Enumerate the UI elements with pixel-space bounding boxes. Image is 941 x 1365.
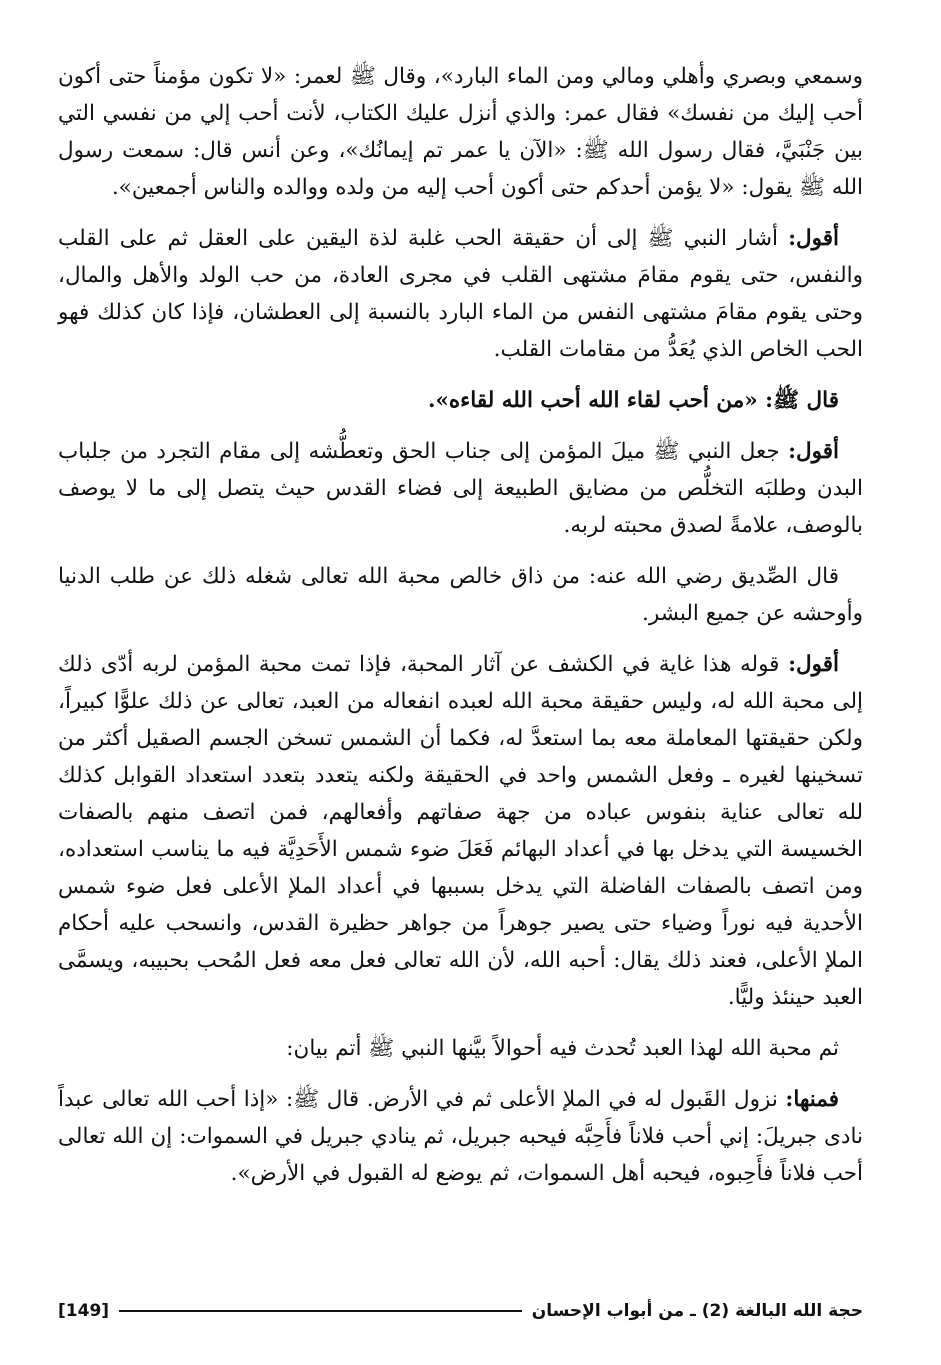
paragraph-6-lead: أقول: bbox=[788, 652, 839, 677]
paragraph-4 bbox=[58, 433, 863, 544]
paragraph-5-text: قال الصِّديق رضي الله عنه: من ذاق خالص محبة الله تعالى شغله ذلك عن طلب الدنيا وأوحشه عن جميع البشر. bbox=[58, 564, 863, 626]
paragraph-7-text: ثم محبة الله لهذا العبد تُحدث فيه أحوالاً بيَّنها النبي ﷺ أتم بيان: bbox=[286, 1036, 839, 1061]
paragraph-2-text: أشار النبي ﷺ إلى أن حقيقة الحب غلبة لذة اليقين على العقل ثم على القلب والنفس، حتى يقوم مقامَ مشتهى القلب في مجرى العادة، من حب الولد والأهل والمال، وحتى يقوم مقامَ مشتهى النفس من الماء البارد بالنسبة إلى العطشان، فإذا كان كذلك فهو الحب الخاص الذي يُعَدُّ من مقامات القلب. bbox=[58, 226, 863, 362]
paragraph-5 bbox=[58, 558, 863, 632]
paragraph-7 bbox=[58, 1030, 863, 1067]
paragraph-6 bbox=[58, 646, 863, 1016]
paragraph-2-lead: أقول: bbox=[788, 226, 839, 251]
paragraph-3 bbox=[58, 382, 863, 419]
paragraph-4-text: جعل النبي ﷺ ميلَ المؤمن إلى جناب الحق وتعطُّشه إلى مقام التجرد من جلباب البدن وطلبَه التخلُّص من مضايق الطبيعة إلى فضاء القدس حيث يتصل إلى ما لا يوصف بالوصف، علامةً لصدق محبته لربه. bbox=[58, 439, 863, 538]
page-footer bbox=[58, 1294, 863, 1328]
paragraph-8 bbox=[58, 1081, 863, 1192]
paragraph-6-text: قوله هذا غاية في الكشف عن آثار المحبة، فإذا تمت محبة المؤمن لربه أدّى ذلك إلى محبة الله له، وليس حقيقة محبة الله لعبده انفعاله من العبد، تعالى عن ذلك علوًّا كبيراً، ولكن حقيقتها المعاملة معه بما استعدَّ له، فكما أن الشمس تسخن الجسم الصقيل أكثر من تسخينها لغيره ـ وفعل الشمس واحد في الحقيقة ولكنه يتعدد بتعدد استعداد القوابل كذلك لله تعالى عناية بنفوس عباده من جهة صفاتهم وأفعالهم، فمن اتصف منهم بالصفات الخسيسة التي يدخل بها في أعداد البهائم فَعَلَ ضوء شمس الأَحَدِيَّة فيه ما يناسب استعداده، ومن اتصف بالصفات الفاضلة التي يدخل بسببها في أعداد الملإ الأعلى فعل ضوء شمس الأحدية فيه نوراً وضياء حتى يصير جوهراً من جواهر حظيرة القدس، وانسحب عليه أحكام الملإ الأعلى، فعند ذلك يقال: أحبه الله، لأن الله تعالى فعل معه فعل المُحب بحبيبه، ويسمَّى العبد حينئذ وليًّا. bbox=[58, 652, 863, 1010]
paragraph-8-lead: فمنها: bbox=[785, 1087, 839, 1112]
paragraph-1 bbox=[58, 58, 863, 206]
paragraph-3-text: قال ﷺ: «من أحب لقاء الله أحب الله لقاءه». bbox=[427, 388, 839, 413]
paragraph-4-lead: أقول: bbox=[788, 439, 840, 464]
running-title: حجة الله البالغة (2) ـ من أبواب الإحسان bbox=[531, 1301, 863, 1321]
page-number: [149] bbox=[58, 1301, 110, 1321]
paragraph-1-text: وسمعي وبصري وأهلي ومالي ومن الماء البارد»، وقال ﷺ لعمر: «لا تكون مؤمناً حتى أكون أحب إليك من نفسك» فقال عمر: والذي أنزل عليك الكتاب، لأنت أحب إلي من نفسي التي بين جَنْبَيَّ، فقال رسول الله ﷺ: «الآن يا عمر تم إيمانُك»، وعن أنس قال: سمعت رسول الله ﷺ يقول: «لا يؤمن أحدكم حتى أكون أحب إليه من ولده ووالده والناس أجمعين». bbox=[58, 64, 863, 200]
page-body bbox=[58, 58, 863, 1206]
paragraph-2 bbox=[58, 220, 863, 368]
paragraph-8-text: نزول القَبول له في الملإ الأعلى ثم في الأرض. قال ﷺ: «إذا أحب الله تعالى عبداً نادى جبريلَ: إني أحب فلاناً فأَحِبَّه فيحبه جبريل، ثم ينادي جبريل في السموات: إن الله تعالى أحب فلاناً فأَحِبوه، فيحبه أهل السموات، ثم يوضع له القبول في الأرض». bbox=[58, 1087, 863, 1186]
footer-rule bbox=[119, 1310, 522, 1312]
